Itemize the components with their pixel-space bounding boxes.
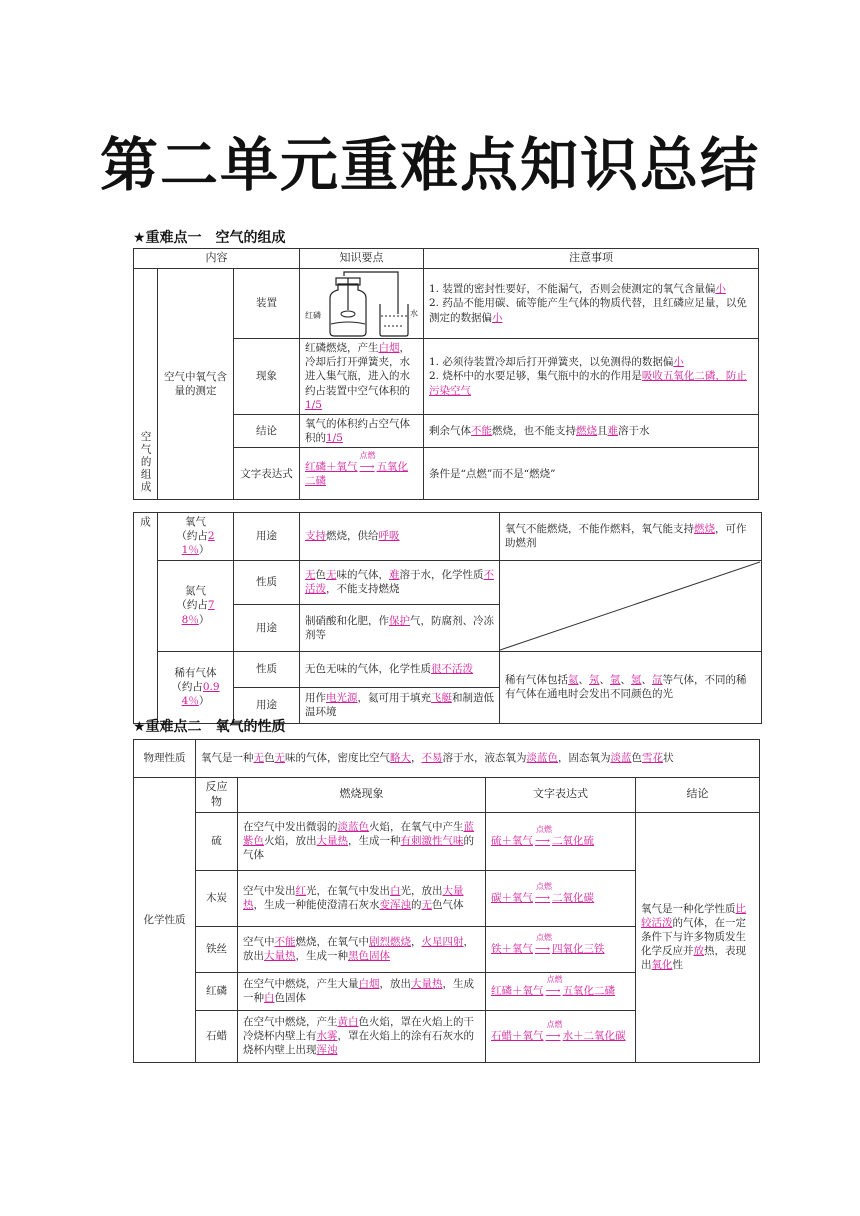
nitrogen-prop-label: 性质	[234, 560, 300, 604]
air-composition-table-part2	[133, 512, 762, 724]
noble-use-label: 用途	[234, 687, 300, 723]
oxygen-properties-table	[133, 739, 760, 1063]
header-reactant: 反应物	[196, 778, 238, 813]
diagram-label-phosphorus: 红磷	[305, 310, 321, 320]
apparatus-note-2: 2. 药品不能用碳、硫等能产生气体的物质代替，且红磷应足量，以免测定的数据偏小	[429, 297, 747, 324]
reactant-charcoal: 木炭	[196, 870, 238, 926]
apparatus-diagram	[300, 269, 424, 339]
equation-paraffin: 石蜡＋氧气 点燃 ⟶ 水＋二氧化碳	[486, 1010, 636, 1062]
oxygen-chemical-conclusion: 氧气是一种化学性质比较活泼的气体，在一定条件下与许多物质发生化学反应并放热，表现出氧化性	[636, 812, 760, 1062]
oxygen-use: 支持燃烧，供给呼吸	[300, 513, 500, 561]
conclusion-note: 剩余气体不能燃烧，也不能支持燃烧且难溶于水	[424, 415, 759, 448]
phenomenon-note-1: 1. 必须待装置冷却后打开弹簧夹，以免测得的数据偏小	[429, 356, 684, 369]
subgroup-label: 空气中氧气含量的测定	[158, 269, 234, 500]
phenomenon-text: 红磷燃烧，产生白烟，冷却后打开弹簧夹，水进入集气瓶，进入的水约占装置中空气体积的1/5	[300, 339, 424, 415]
header-knowledge: 知识要点	[300, 249, 424, 269]
phenomenon-paraffin: 在空气中燃烧，产生黄白色火焰，罩在火焰上的干冷烧杯内壁上有水雾，罩在火焰上的涂有石灰水的烧杯内壁上出现浑浊	[238, 1010, 486, 1062]
nitrogen-use: 制硝酸和化肥，作保护气，防腐剂、冷冻剂等	[300, 605, 500, 652]
equation-sulfur: 硫＋氧气 点燃 ⟶ 二氧化硫	[486, 812, 636, 870]
group-label-air-cont: 成	[134, 513, 158, 724]
oxygen-note: 氧气不能燃烧，不能作燃料，氧气能支持燃烧，可作助燃剂	[500, 513, 762, 561]
phenomenon-sulfur: 在空气中发出微弱的淡蓝色火焰，在氧气中产生蓝紫色火焰，放出大量热，生成一种有刺激性气味的气体	[238, 812, 486, 870]
reactant-paraffin: 石蜡	[196, 1010, 238, 1062]
apparatus-label: 装置	[234, 269, 300, 339]
equation-red-phosphorus: 红磷＋氧气 点燃 ⟶ 五氧化二磷	[486, 972, 636, 1010]
reactant-sulfur: 硫	[196, 812, 238, 870]
nitrogen-label: 氮气 （约占78％）	[158, 560, 234, 651]
chemical-label: 化学性质	[134, 778, 196, 1063]
equation-note: 条件是“点燃”而不是“燃烧”	[424, 448, 759, 500]
page-title: 第二单元重难点知识总结	[99, 131, 760, 199]
phenomenon-label: 现象	[234, 339, 300, 415]
phenomenon-charcoal: 空气中发出红光，在氧气中发出白光，放出大量热，生成一种能使澄清石灰水变浑浊的无色气体	[238, 870, 486, 926]
reactant-iron: 铁丝	[196, 926, 238, 972]
nitrogen-prop: 无色无味的气体，难溶于水，化学性质不活泼，不能支持燃烧	[300, 560, 500, 604]
noble-gas-label: 稀有气体 （约占0.94％）	[158, 651, 234, 723]
phenomenon-iron: 空气中不能燃烧，在氧气中剧烈燃烧，火星四射，放出大量热，生成一种黑色固体	[238, 926, 486, 972]
noble-prop: 无色无味的气体，化学性质很不活泼	[300, 651, 500, 687]
section2-heading: ★重难点二 氧气的性质	[133, 719, 286, 735]
header-equation: 文字表达式	[486, 778, 636, 813]
phenomenon-note-2: 2. 烧杯中的水要足够，集气瓶中的水的作用是吸收五氧化二磷，防止污染空气	[429, 370, 747, 397]
oxygen-use-label: 用途	[234, 513, 300, 561]
section1-heading: ★重难点一 空气的组成	[133, 230, 286, 246]
phenomenon-notes	[424, 339, 759, 415]
apparatus-illustration	[300, 270, 422, 338]
noble-note: 稀有气体包括氦、氖、氩、氪、氙等气体，不同的稀有气体在通电时会发出不同颜色的光	[500, 651, 762, 723]
noble-use: 用作电光源，氦可用于填充飞艇和制造低温环境	[300, 687, 500, 723]
group-label-air: 空气的组成	[134, 269, 158, 500]
equation-charcoal: 碳＋氧气 点燃 ⟶ 二氧化碳	[486, 870, 636, 926]
apparatus-notes	[424, 269, 759, 339]
header-phenomenon: 燃烧现象	[238, 778, 486, 813]
physical-label: 物理性质	[134, 740, 196, 778]
reactant-red-phosphorus: 红磷	[196, 972, 238, 1010]
physical-text: 氧气是一种无色无味的气体，密度比空气略大，不易溶于水，液态氧为淡蓝色，固态氧为淡蓝色雪花状	[196, 740, 760, 778]
air-composition-table-part1	[133, 248, 759, 500]
header-conclusion: 结论	[636, 778, 760, 813]
equation-label: 文字表达式	[234, 448, 300, 500]
equation-text: 红磷＋氧气 点燃 ⟶ 五氧化二磷	[300, 448, 424, 500]
conclusion-label: 结论	[234, 415, 300, 448]
equation-condition: 点燃	[359, 450, 376, 460]
phenomenon-red-phosphorus: 在空气中燃烧，产生大量白烟，放出大量热，生成一种白色固体	[238, 972, 486, 1010]
nitrogen-note-empty	[500, 560, 762, 651]
conclusion-text: 氧气的体积约占空气体积的1/5	[300, 415, 424, 448]
header-notes: 注意事项	[424, 249, 759, 269]
apparatus-note-1: 1. 装置的密封性要好，不能漏气，否则会使测定的氧气含量偏小	[429, 283, 726, 296]
noble-prop-label: 性质	[234, 651, 300, 687]
header-content: 内容	[134, 249, 300, 269]
diagram-label-water: 水	[410, 308, 418, 318]
equation-iron: 铁＋氧气 点燃 ⟶ 四氧化三铁	[486, 926, 636, 972]
diagonal-strike	[500, 561, 760, 651]
nitrogen-use-label: 用途	[234, 605, 300, 652]
oxygen-label: 氧气 （约占21％）	[158, 513, 234, 561]
